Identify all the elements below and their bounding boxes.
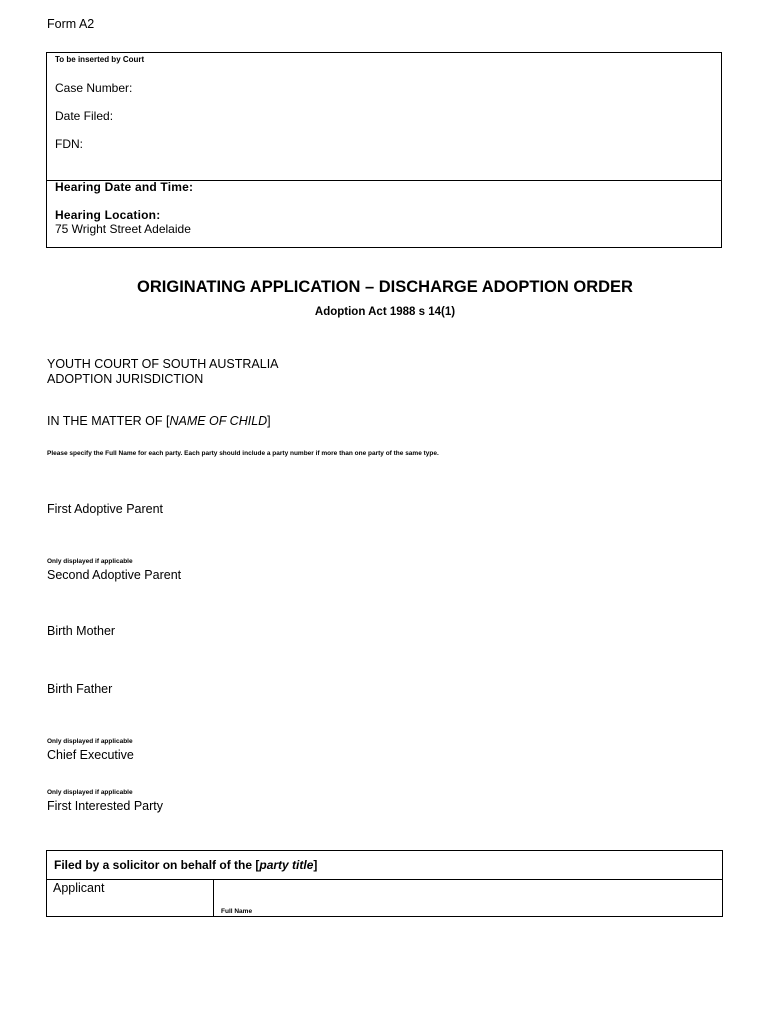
solicitor-column-divider (213, 879, 214, 916)
child-name-placeholder: NAME OF CHILD (169, 414, 268, 428)
jurisdiction: ADOPTION JURISDICTION (47, 372, 204, 386)
first-adoptive-parent-label: First Adoptive Parent (47, 502, 164, 516)
date-filed-label: Date Filed: (55, 109, 114, 123)
solicitor-table (46, 850, 723, 917)
second-adoptive-parent-note: Only displayed if applicable (47, 558, 133, 565)
full-name-label: Full Name (221, 908, 253, 915)
page-subtitle: Adoption Act 1988 s 14(1) (314, 306, 456, 318)
solicitor-heading-prefix: Filed by a solicitor on behalf of the [ (54, 858, 260, 872)
matter-suffix: ] (267, 414, 271, 428)
hearing-location-label: Hearing Location: (55, 208, 161, 222)
solicitor-row-divider (47, 879, 722, 880)
first-interested-party-note: Only displayed if applicable (47, 789, 133, 796)
court-name: YOUTH COURT OF SOUTH AUSTRALIA (47, 357, 279, 371)
solicitor-heading (54, 858, 317, 872)
second-adoptive-parent-label: Second Adoptive Parent (47, 568, 182, 582)
birth-father-label: Birth Father (47, 682, 113, 696)
birth-mother-label: Birth Mother (47, 624, 116, 638)
chief-executive-note: Only displayed if applicable (47, 738, 133, 745)
matter-prefix: IN THE MATTER OF [ (47, 414, 170, 428)
first-interested-party-label: First Interested Party (47, 799, 164, 813)
page-title: ORIGINATING APPLICATION – DISCHARGE ADOPTION ORDER (137, 278, 633, 296)
matter-line (47, 414, 271, 428)
case-number-label: Case Number: (55, 81, 133, 95)
fdn-label: FDN: (55, 137, 83, 151)
party-instruction: Please specify the Full Name for each party. Each party should include a party number if more than one party of the same type. (47, 450, 439, 457)
solicitor-heading-suffix: ] (313, 858, 318, 872)
inserted-by-court-note: To be inserted by Court (55, 55, 145, 64)
hearing-date-label: Hearing Date and Time: (55, 180, 194, 194)
party-title-placeholder: party title (259, 858, 314, 872)
chief-executive-label: Chief Executive (47, 748, 134, 762)
form-label: Form A2 (47, 17, 95, 31)
hearing-location-value: 75 Wright Street Adelaide (55, 222, 191, 236)
applicant-label: Applicant (53, 881, 105, 895)
court-use-box (46, 52, 722, 248)
